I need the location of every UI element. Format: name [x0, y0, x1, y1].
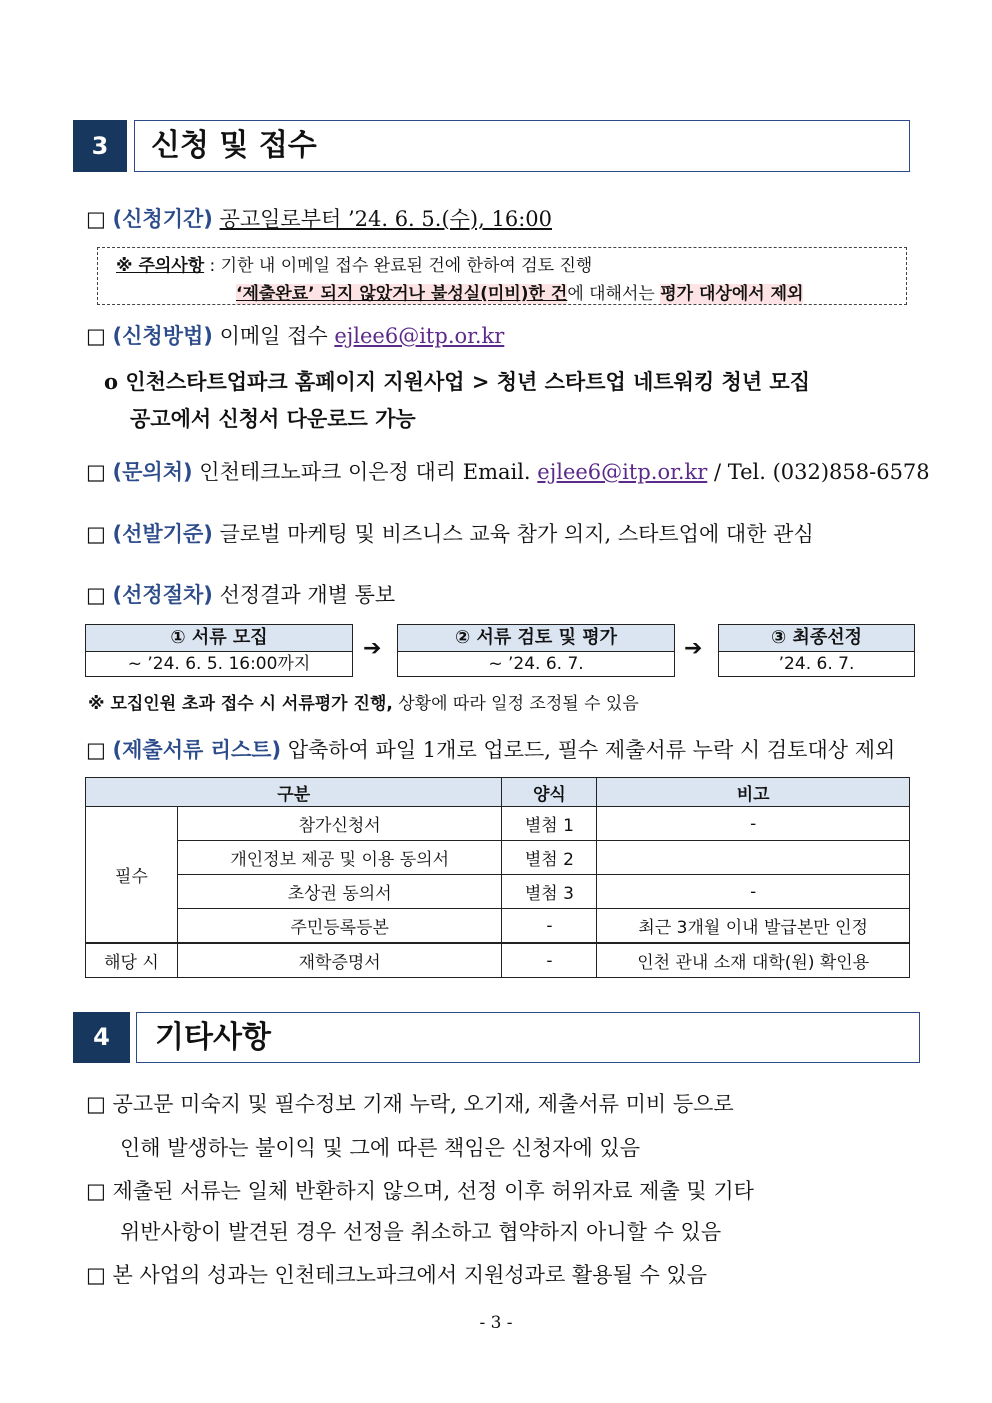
page-number: - 3 -: [479, 1313, 513, 1333]
step-title: ② 서류 검토 및 평가: [398, 625, 674, 652]
doc-note: 최근 3개월 이내 발급본만 인정: [597, 909, 910, 944]
doc-form: 별첨 2: [502, 841, 597, 875]
group-required: 필수: [86, 807, 178, 944]
method-detail-line1: 인천스타트업파크 홈페이지 지원사업 > 청년 스타트업 네트워킹 청년 모집: [125, 369, 810, 394]
checkbox-icon: □: [86, 460, 106, 484]
doc-form: -: [502, 943, 597, 978]
contact-text: 인천테크노파크 이은정 대리 Email.: [199, 460, 538, 484]
group-conditional: 해당 시: [86, 943, 178, 978]
checkbox-icon: □: [86, 1179, 106, 1203]
checkbox-icon: □: [86, 1092, 106, 1116]
doc-form: 별첨 1: [502, 807, 597, 841]
period-label: (신청기간): [112, 207, 213, 231]
step-title: ③ 최종선정: [719, 625, 914, 652]
step-date: ~ ’24. 6. 7.: [488, 654, 584, 674]
etc-item-1: [86, 1088, 734, 1118]
table-row: [86, 807, 910, 841]
contact-tel: / Tel. (032)858-6578: [707, 460, 930, 484]
criteria-row: [86, 518, 814, 548]
header-note: 비고: [597, 778, 910, 807]
etc-item-2: [86, 1175, 754, 1205]
procedure-row: [86, 579, 395, 609]
step-box-3: [718, 624, 915, 677]
procedure-label: (선정절차): [112, 583, 213, 607]
method-detail: [104, 366, 810, 396]
contact-row: [86, 456, 930, 486]
etc-item-line1: 공고문 미숙지 및 필수정보 기재 누락, 오기재, 제출서류 미비 등으로: [112, 1092, 734, 1116]
arrow-right-icon: ➔: [684, 636, 703, 661]
documents-text: 압축하여 파일 1개로 업로드, 필수 제출서류 누락 시 검토대상 제외: [287, 738, 896, 762]
caution-highlight1: ‘제출완료’ 되지 않았거나 불성실(미비)한 건: [236, 284, 568, 304]
table-row: [86, 875, 910, 909]
procedure-note-rest: 상황에 따라 일정 조정될 수 있음: [392, 694, 639, 714]
checkbox-icon: □: [86, 522, 106, 546]
doc-name: 초상권 동의서: [177, 875, 502, 909]
step-date: ’24. 6. 7.: [778, 654, 855, 674]
checkbox-icon: □: [86, 207, 106, 231]
table-row: [86, 943, 910, 978]
header-category: 구분: [86, 778, 502, 807]
method-label: (신청방법): [112, 324, 213, 348]
etc-item-1-line2: 인해 발생하는 불이익 및 그에 따른 책임은 신청자에 있음: [120, 1136, 640, 1160]
doc-note: 인천 관내 소재 대학(원) 확인용: [597, 943, 910, 978]
documents-table: [85, 777, 910, 978]
caution-prefix: ※ 주의사항: [116, 256, 205, 276]
doc-name: 주민등록등본: [177, 909, 502, 944]
step-date: ~ ’24. 6. 5. 16:00까지: [127, 654, 311, 674]
procedure-note: [88, 689, 639, 714]
caution-mid: 에 대해서는: [567, 284, 661, 304]
arrow-right-icon: ➔: [363, 636, 382, 661]
contact-label: (문의처): [112, 460, 193, 484]
caution-line1: : 기한 내 이메일 접수 완료된 건에 한하여 검토 진행: [204, 256, 593, 276]
method-email-link[interactable]: ejlee6@itp.or.kr: [334, 324, 505, 348]
step-box-1: [85, 624, 353, 677]
section-number-3: 3: [73, 120, 127, 172]
doc-note: [597, 841, 910, 875]
method-detail-line2: 공고에서 신청서 다운로드 가능: [130, 406, 416, 431]
method-text: 이메일 접수: [219, 324, 335, 348]
doc-note: -: [597, 807, 910, 841]
table-row: [86, 909, 910, 944]
period-text: 공고일로부터 ’24. 6. 5.(수), 16:00: [219, 207, 552, 231]
criteria-label: (선발기준): [112, 522, 213, 546]
section-number-4: 4: [73, 1012, 130, 1063]
procedure-text: 선정결과 개별 통보: [219, 583, 396, 607]
doc-note: -: [597, 875, 910, 909]
etc-item-line1: 본 사업의 성과는 인천테크노파크에서 지원성과로 활용될 수 있음: [112, 1263, 707, 1287]
step-box-2: [397, 624, 675, 677]
table-row: [86, 841, 910, 875]
checkbox-icon: □: [86, 324, 106, 348]
doc-form: 별첨 3: [502, 875, 597, 909]
documents-label: (제출서류 리스트): [112, 738, 282, 762]
step-title: ① 서류 모집: [86, 625, 352, 652]
doc-name: 개인정보 제공 및 이용 동의서: [177, 841, 502, 875]
doc-form: -: [502, 909, 597, 944]
checkbox-icon: □: [86, 1263, 106, 1287]
checkbox-icon: □: [86, 583, 106, 607]
header-form: 양식: [502, 778, 597, 807]
caution-note: [97, 247, 907, 305]
doc-name: 재학증명서: [177, 943, 502, 978]
doc-name: 참가신청서: [177, 807, 502, 841]
method-row: [86, 320, 504, 350]
period-row: [86, 203, 552, 233]
section-title-3: 신청 및 접수: [134, 120, 910, 172]
procedure-note-bold: ※ 모집인원 초과 접수 시 서류평가 진행,: [88, 694, 393, 714]
caution-highlight2: 평가 대상에서 제외: [660, 284, 804, 304]
etc-item-line1: 제출된 서류는 일체 반환하지 않으며, 선정 이후 허위자료 제출 및 기타: [112, 1179, 754, 1203]
etc-item-2-line2: 위반사항이 발견된 경우 선정을 취소하고 협약하지 아니할 수 있음: [120, 1220, 722, 1244]
bullet: o: [104, 369, 119, 394]
documents-row: [86, 734, 895, 764]
section-title-4: 기타사항: [136, 1012, 920, 1063]
criteria-text: 글로벌 마케팅 및 비즈니스 교육 참가 의지, 스타트업에 대한 관심: [219, 522, 814, 546]
etc-item-3: [86, 1259, 707, 1289]
checkbox-icon: □: [86, 738, 106, 762]
contact-email-link[interactable]: ejlee6@itp.or.kr: [537, 460, 708, 484]
